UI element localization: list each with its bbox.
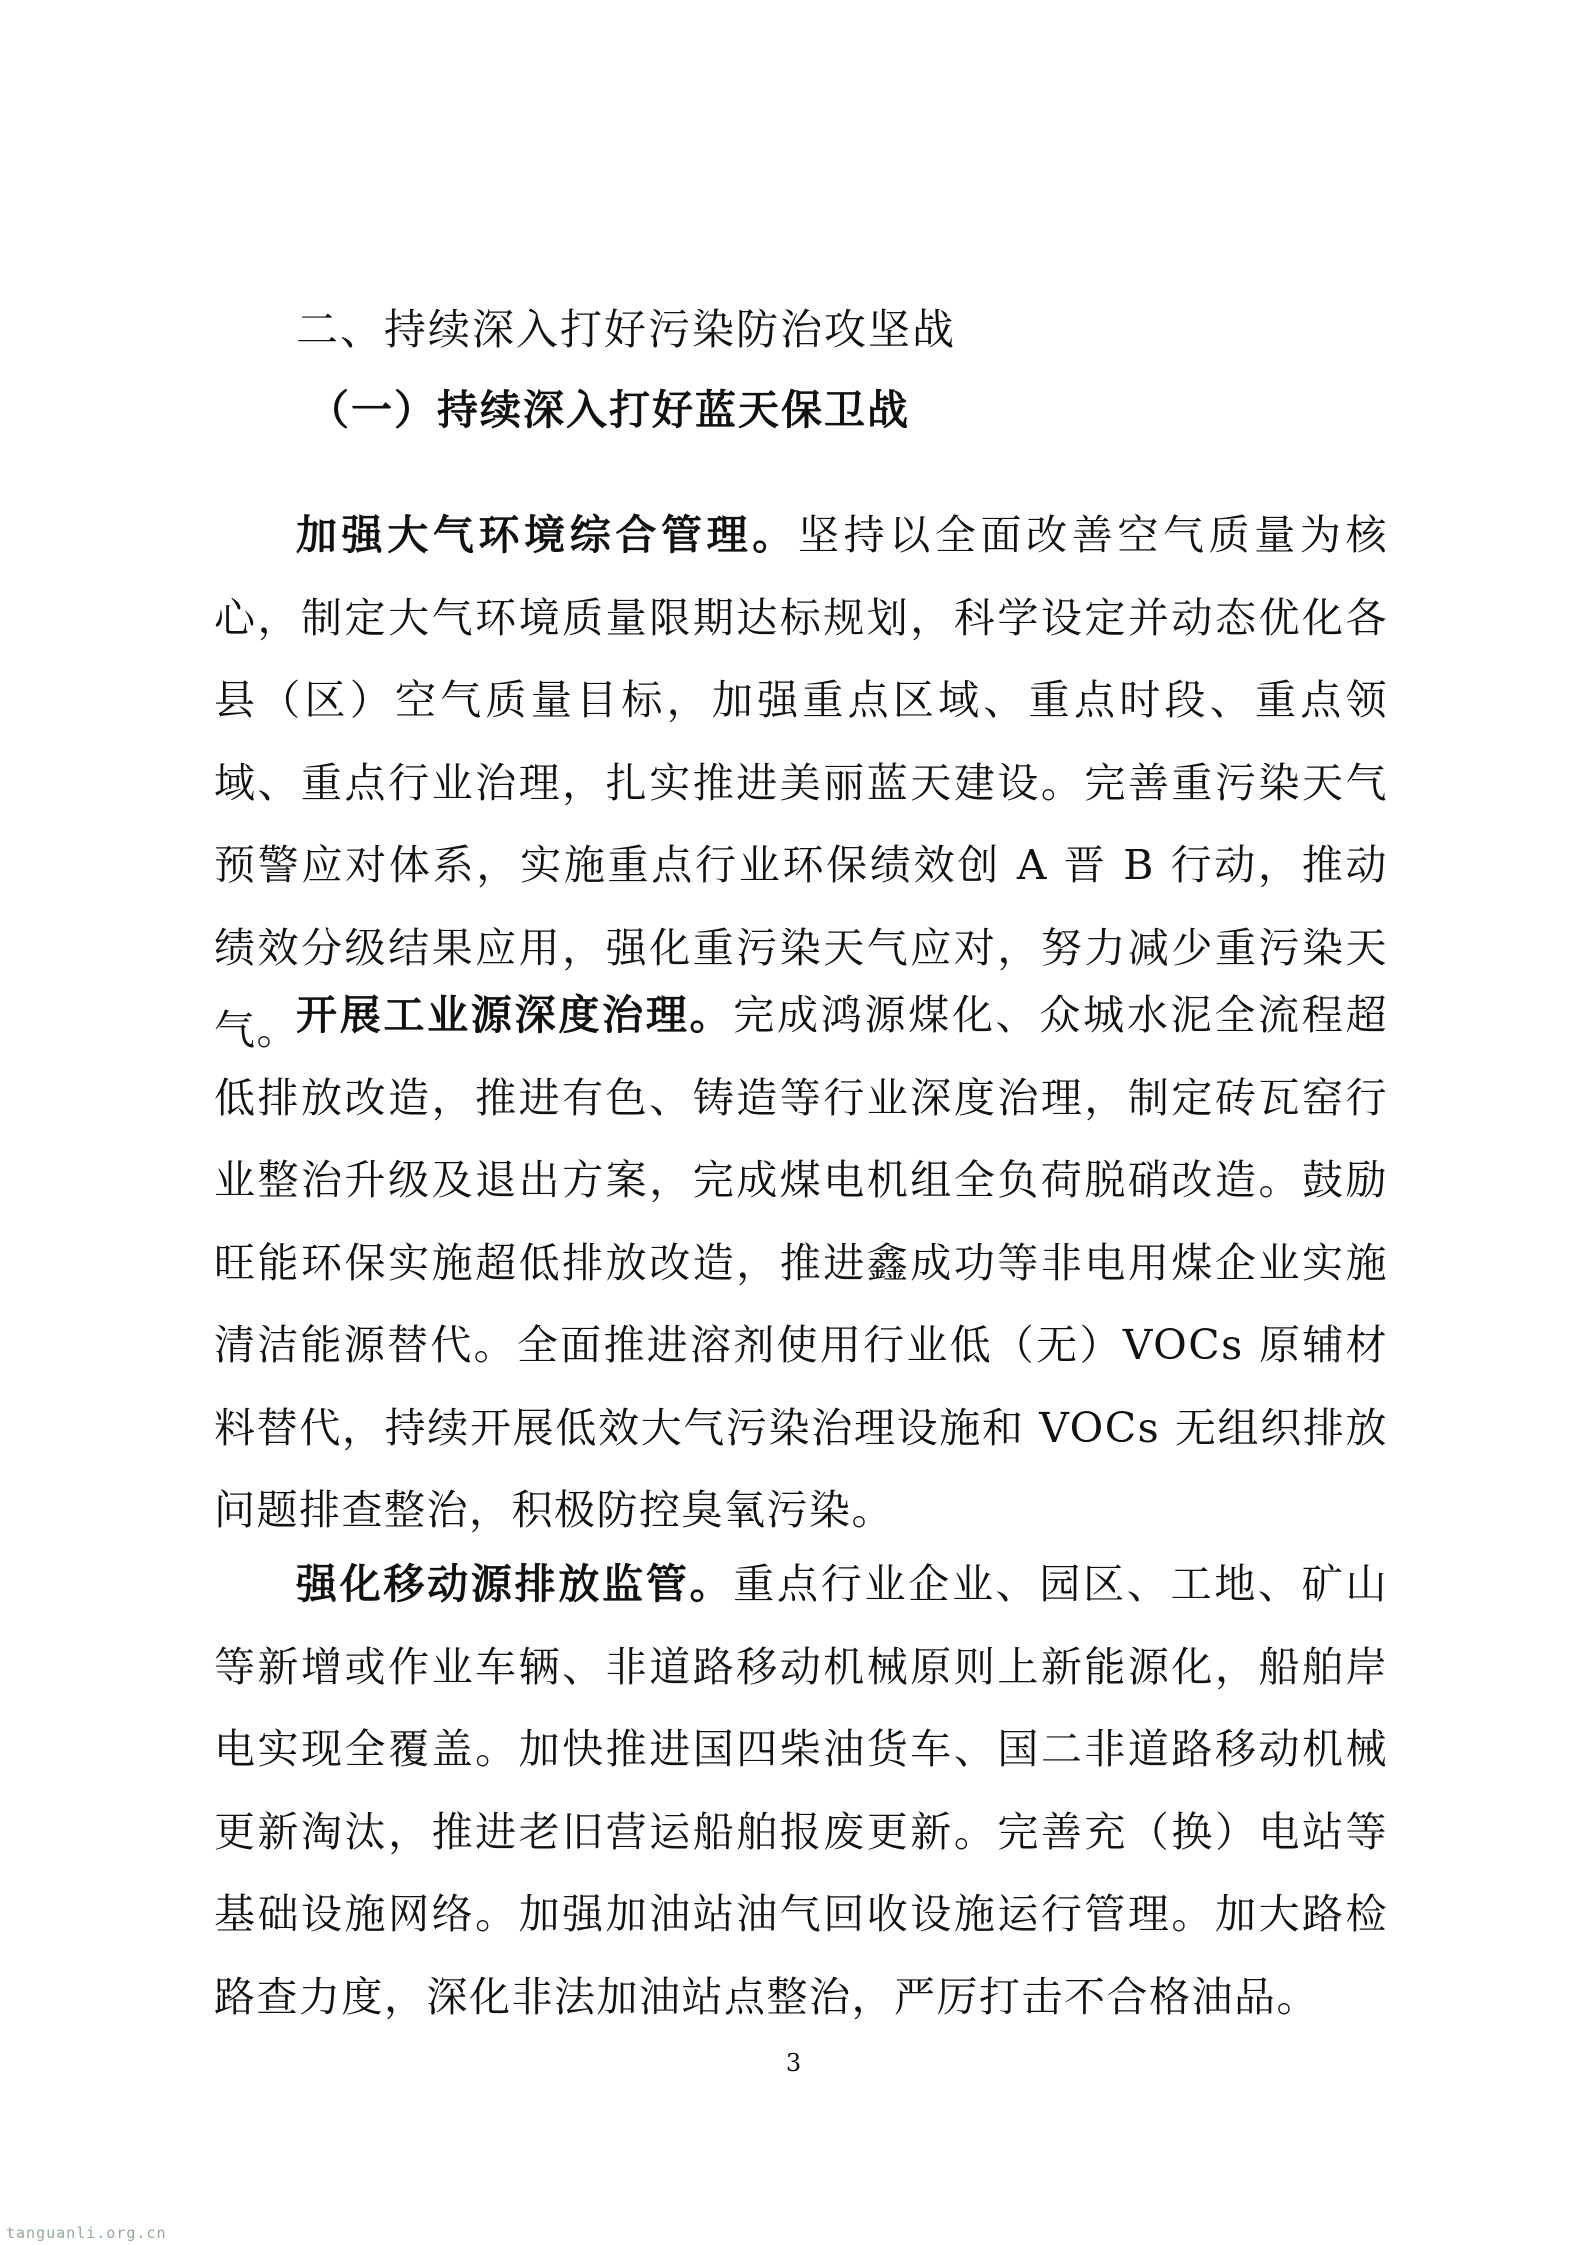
page-number: 3: [785, 2049, 802, 2077]
watermark: tanguanli.org.cn: [6, 2224, 167, 2242]
paragraph-mobile-source: [214, 1543, 1388, 2038]
paragraph-body: 完成鸿源煤化、众城水泥全流程超低排放改造，推进有色、铸造等行业深度治理，制定砖瓦窑行业整治升级及退出方案，完成煤电机组全负荷脱硝改造。鼓励旺能环保实施超低排放改造，推进鑫成功等非电用煤企业实施清洁能源替代。全面推进溶剂使用行业低（无）VOCs 原辅材料替代，持续开展低效大气污染治理设施和 VOCs 无组织排放问题排查整治，积极防控臭氧污染。: [214, 991, 1389, 1534]
paragraph-lead: 强化移动源排放监管。: [296, 1560, 734, 1608]
paragraph-industrial-treatment: [214, 974, 1388, 1552]
paragraph-body: 重点行业企业、园区、工地、矿山等新增或作业车辆、非道路移动机械原则上新能源化，船舶岸电实现全覆盖。加快推进国四柴油货车、国二非道路移动机械更新淘汰，推进老旧营运船舶报废更新。完善充（换）电站等基础设施网络。加强加油站油气回收设施运行管理。加大路检路查力度，深化非法加油站点整治，严厉打击不合格油品。: [214, 1560, 1389, 2021]
paragraph-lead: 开展工业源深度治理。: [296, 991, 734, 1039]
paragraph-lead: 加强大气环境综合管理。: [296, 511, 798, 559]
section-heading: 二、持续深入打好污染防治攻坚战: [296, 305, 957, 354]
subsection-heading: （一）持续深入打好蓝天保卫战: [308, 386, 910, 434]
paragraph-body: 坚持以全面改善空气质量为核心，制定大气环境质量限期达标规划，科学设定并动态优化各县（区）空气质量目标，加强重点区域、重点时段、重点领域、重点行业治理，扎实推进美丽蓝天建设。完善重污染天气预警应对体系，实施重点行业环保绩效创 A 晋 B 行动，推动绩效分级结果应用，强化重污染天气应对，努力减少重污染天气。: [214, 511, 1389, 1054]
